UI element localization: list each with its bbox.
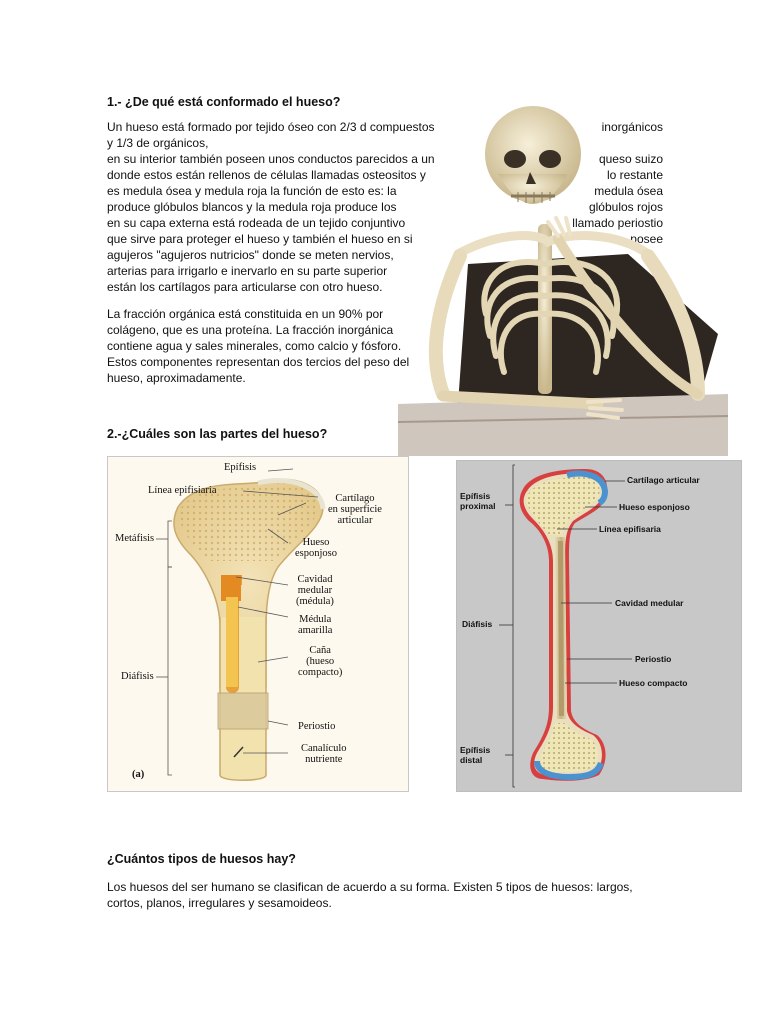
label-medula-amarilla xyxy=(298,614,332,636)
label-linea-epifisaria: Línea epifisaria xyxy=(599,524,661,534)
text-line-left: Un hueso está formado por tejido óseo con 2/3 d compuestos xyxy=(107,120,435,134)
text-line-right: glóbulos rojos xyxy=(588,200,663,214)
label-cavidad-medular xyxy=(296,574,334,607)
text-line-left: es medula ósea y medula roja la función de esto es: la xyxy=(107,184,397,198)
text-line-left: donde estos están rellenos de células llamadas osteositos y xyxy=(107,168,426,182)
label-line: Canalículo xyxy=(301,743,347,754)
label-line: Epífisis xyxy=(460,745,491,755)
question-3-body xyxy=(107,879,707,911)
label-epifisis-proximal xyxy=(460,491,495,511)
skeleton-illustration xyxy=(398,104,728,456)
paragraph-line: La fracción orgánica está constituida en un 90% por xyxy=(107,307,384,321)
text-line-left: en su interior también poseen unos conductos parecidos a un xyxy=(107,152,435,166)
label-line: articular xyxy=(337,515,373,526)
label-epifisis-distal xyxy=(460,745,490,765)
label-line: Hueso xyxy=(302,537,330,548)
label-periostio: Periostio xyxy=(298,721,336,732)
text-line-left: en su capa externa está rodeada de un tejido conjuntivo xyxy=(107,216,406,230)
label-hueso-compacto: Hueso compacto xyxy=(619,678,688,688)
label-cana xyxy=(298,645,342,678)
label-line: Caña xyxy=(309,645,331,656)
paragraph-line: Estos componentes representan dos tercios del peso del xyxy=(107,355,410,369)
label-cavidad-medular-b: Cavidad medular xyxy=(615,598,684,608)
text-line-left: agujeros "agujeros nutricios" donde se meten nervios, xyxy=(107,248,394,262)
question-1-heading: 1.- ¿De qué está conformado el hueso? xyxy=(107,95,341,109)
label-line: Cavidad xyxy=(297,574,333,585)
label-epifisis: Epífisis xyxy=(224,462,257,473)
text-line-right: medula ósea xyxy=(594,184,663,198)
label-hueso-esponjoso xyxy=(295,537,337,559)
label-linea-epifisiaria: Línea epifisiaria xyxy=(148,485,217,496)
paragraph-line: cortos, planos, irregulares y sesamoideos. xyxy=(107,896,332,910)
text-line-right: lo restante xyxy=(606,168,663,182)
label-diafisis: Diáfisis xyxy=(121,671,154,682)
label-periostio-b: Periostio xyxy=(635,654,672,664)
text-line-left: y 1/3 de orgánicos, xyxy=(107,136,209,150)
question-2-heading: 2.-¿Cuáles son las partes del hueso? xyxy=(107,427,328,441)
bone-diagram-a xyxy=(107,456,409,792)
label-cartilago xyxy=(328,493,382,526)
label-line: amarilla xyxy=(298,625,333,636)
label-canaliculo xyxy=(301,743,347,765)
text-line-left: arterias para irrigarlo e inervarlo en su parte superior xyxy=(107,264,388,278)
text-line-left: están los cartílagos para articularse con otro hueso. xyxy=(107,280,383,294)
label-line: distal xyxy=(460,755,483,765)
label-hueso-esponjoso-b: Hueso esponjoso xyxy=(619,502,690,512)
label-cartilago-articular: Cartílago articular xyxy=(627,475,700,485)
label-line: medular xyxy=(297,585,333,596)
femur-drawing xyxy=(457,461,741,791)
text-line-right: inorgánicos xyxy=(601,120,663,134)
paragraph-line: hueso, aproximadamente. xyxy=(107,371,246,385)
label-line: proximal xyxy=(460,501,496,511)
paragraph-line: contiene agua y sales minerales, como calcio y fósforo. xyxy=(107,339,402,353)
label-diafisis-b: Diáfisis xyxy=(462,619,493,629)
label-line: nutriente xyxy=(305,754,343,765)
label-line: (médula) xyxy=(296,596,334,607)
label-metafisis: Metáfisis xyxy=(115,533,155,544)
text-line-left: produce glóbulos blancos y la medula roja produce los xyxy=(107,200,397,214)
label-line: Médula xyxy=(299,614,332,625)
text-line-right: queso suizo xyxy=(598,152,663,166)
text-line-right: posee xyxy=(630,232,663,246)
question-3-heading: ¿Cuántos tipos de huesos hay? xyxy=(107,852,296,866)
question-1-paragraph-2 xyxy=(107,306,437,386)
figure-tag: (a) xyxy=(132,769,145,780)
paragraph-line: colágeno, que es una proteína. La fracción inorgánica xyxy=(107,323,394,337)
paragraph-line: Los huesos del ser humano se clasifican de acuerdo a su forma. Existen 5 tipos de huesos: largos, xyxy=(107,880,633,894)
text-line-left: que sirve para proteger el hueso y también el hueso en si xyxy=(107,232,413,246)
label-line: compacto) xyxy=(298,667,343,678)
label-line: esponjoso xyxy=(295,548,337,559)
label-line: en superficie xyxy=(328,504,382,515)
label-line: Cartílago xyxy=(335,493,375,504)
label-line: Epífisis xyxy=(460,491,491,501)
text-line-right: llamado periostio xyxy=(572,216,663,230)
bone-diagram-b xyxy=(456,460,742,792)
label-line: (hueso xyxy=(306,656,335,667)
